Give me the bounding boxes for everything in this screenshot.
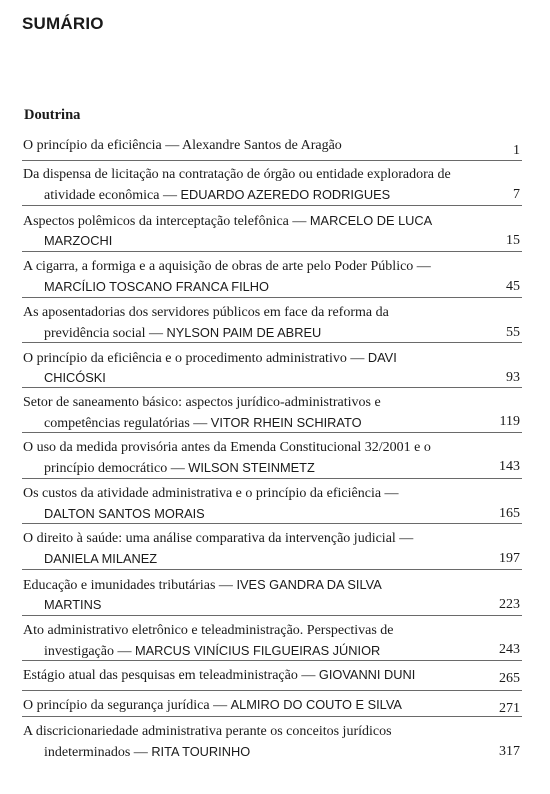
entry-line-2 — [44, 643, 380, 660]
entry-author-continued: VITOR RHEIN SCHIRATO — [210, 415, 362, 430]
entry-title: Ato administrativo eletrônico e teleadministração. Perspectivas de — [23, 623, 394, 638]
entry-author: IVES GANDRA DA SILVA — [236, 577, 382, 592]
entry-line-1 — [23, 724, 392, 740]
entry-line-2 — [44, 325, 321, 342]
entry-title: Os custos da atividade administrativa e o princípio da eficiência — — [23, 486, 399, 501]
entry-divider — [22, 297, 522, 298]
entry-line-2 — [44, 506, 205, 523]
entry-page-number: 143 — [499, 459, 520, 474]
entry-page-number: 55 — [506, 325, 520, 340]
entry-line-1 — [23, 623, 394, 639]
entry-divider — [22, 569, 522, 570]
entry-line-1 — [23, 305, 389, 321]
entry-title-continued: competências regulatórias — — [44, 416, 211, 431]
entry-line-2 — [44, 370, 106, 387]
entry-line-2 — [44, 551, 157, 568]
entry-divider — [22, 478, 522, 479]
entry-title-continued: indeterminados — — [44, 745, 152, 760]
entry-author: MARCELO DE LUCA — [309, 213, 433, 228]
entry-line-2 — [44, 460, 315, 477]
entry-line-1 — [23, 167, 451, 183]
entry-author-continued: NYLSON PAIM DE ABREU — [166, 325, 322, 340]
entry-line-1 — [23, 395, 381, 411]
entry-divider — [22, 615, 522, 616]
entry-divider — [22, 342, 522, 343]
entry-page-number: 271 — [499, 701, 520, 716]
entry-author: ALMIRO DO COUTO E SILVA — [230, 697, 402, 712]
entry-divider — [22, 690, 522, 691]
entry-line-1 — [23, 138, 342, 154]
entry-author-continued: MARTINS — [44, 597, 102, 612]
entry-line-1 — [23, 486, 399, 502]
entry-line-1 — [23, 213, 432, 230]
entry-divider — [22, 523, 522, 524]
entry-page-number: 15 — [506, 233, 520, 248]
entry-title-continued: previdência social — — [44, 326, 167, 341]
entry-author: GIOVANNI DUNI — [318, 667, 416, 682]
entry-line-2 — [44, 415, 362, 432]
entry-title: O princípio da segurança jurídica — — [23, 698, 231, 713]
entry-author-continued: RITA TOURINHO — [151, 744, 251, 759]
entry-title-continued: atividade econômica — — [44, 188, 181, 203]
entry-author-continued: WILSON STEINMETZ — [188, 460, 315, 475]
entry-title: Setor de saneamento básico: aspectos jurídico-administrativos e — [23, 395, 381, 410]
entry-page-number: 265 — [499, 671, 520, 686]
entry-page-number: 223 — [499, 597, 520, 612]
entry-divider — [22, 251, 522, 252]
entry-author-continued: MARCÍLIO TOSCANO FRANCA FILHO — [44, 279, 269, 294]
entry-line-2 — [44, 279, 269, 296]
entry-page-number: 165 — [499, 506, 520, 521]
entry-title: A cigarra, a formiga e a aquisição de obras de arte pelo Poder Público — — [23, 259, 431, 274]
entry-page-number: 119 — [499, 414, 520, 429]
entry-divider — [22, 160, 522, 161]
entry-page-number: 1 — [513, 143, 520, 158]
entry-title-continued: princípio democrático — — [44, 461, 189, 476]
entry-page-number: 197 — [499, 551, 520, 566]
entry-line-2 — [44, 744, 250, 761]
entry-page-number: 243 — [499, 642, 520, 657]
entry-line-1 — [23, 577, 382, 594]
entry-line-1 — [23, 440, 431, 456]
entry-line-2 — [44, 597, 101, 614]
entry-author-continued: DALTON SANTOS MORAIS — [44, 506, 205, 521]
entry-title: A discricionariedade administrativa perante os conceitos jurídicos — [23, 724, 392, 739]
entry-page-number: 7 — [513, 187, 520, 202]
entry-author-continued: CHICÓSKI — [44, 370, 106, 385]
entry-title: O princípio da eficiência e o procedimento administrativo — — [23, 351, 368, 366]
entry-divider — [22, 432, 522, 433]
entry-line-1 — [23, 697, 402, 714]
entry-title-continued: investigação — — [44, 644, 135, 659]
page-title: SUMÁRIO — [22, 14, 104, 33]
entry-title: Estágio atual das pesquisas em teleadministração — — [23, 668, 319, 683]
entry-line-1 — [23, 350, 397, 367]
entry-title: O uso da medida provisória antes da Emenda Constitucional 32/2001 e o — [23, 440, 431, 455]
entry-line-1 — [23, 259, 431, 275]
entry-page-number: 93 — [506, 370, 520, 385]
entry-page-number: 317 — [499, 744, 520, 759]
entry-divider — [22, 716, 522, 717]
entry-line-1 — [23, 667, 415, 684]
entry-divider — [22, 660, 522, 661]
entry-author: DAVI — [367, 350, 397, 365]
entry-author-continued: EDUARDO AZEREDO RODRIGUES — [180, 187, 391, 202]
entry-author-continued: MARCUS VINÍCIUS FILGUEIRAS JÚNIOR — [134, 643, 381, 658]
entry-title: Educação e imunidades tributárias — — [23, 578, 237, 593]
entry-title: Aspectos polêmicos da interceptação telefônica — — [23, 214, 310, 229]
entry-title: O direito à saúde: uma análise comparativa da intervenção judicial — — [23, 531, 414, 546]
entry-title: Da dispensa de licitação na contratação de órgão ou entidade exploradora de — [23, 167, 451, 182]
entry-line-1 — [23, 531, 413, 547]
entry-line-2 — [44, 187, 390, 204]
entry-divider — [22, 205, 522, 206]
entry-page-number: 45 — [506, 279, 520, 294]
section-title: Doutrina — [24, 107, 81, 123]
entry-title: As aposentadorias dos servidores públicos em face da reforma da — [23, 305, 389, 320]
entry-title: O princípio da eficiência — Alexandre Santos de Aragão — [23, 138, 342, 153]
entry-author-continued: MARZOCHI — [44, 233, 113, 248]
entry-author-continued: DANIELA MILANEZ — [44, 551, 158, 566]
entry-divider — [22, 387, 522, 388]
entry-line-2 — [44, 233, 112, 250]
